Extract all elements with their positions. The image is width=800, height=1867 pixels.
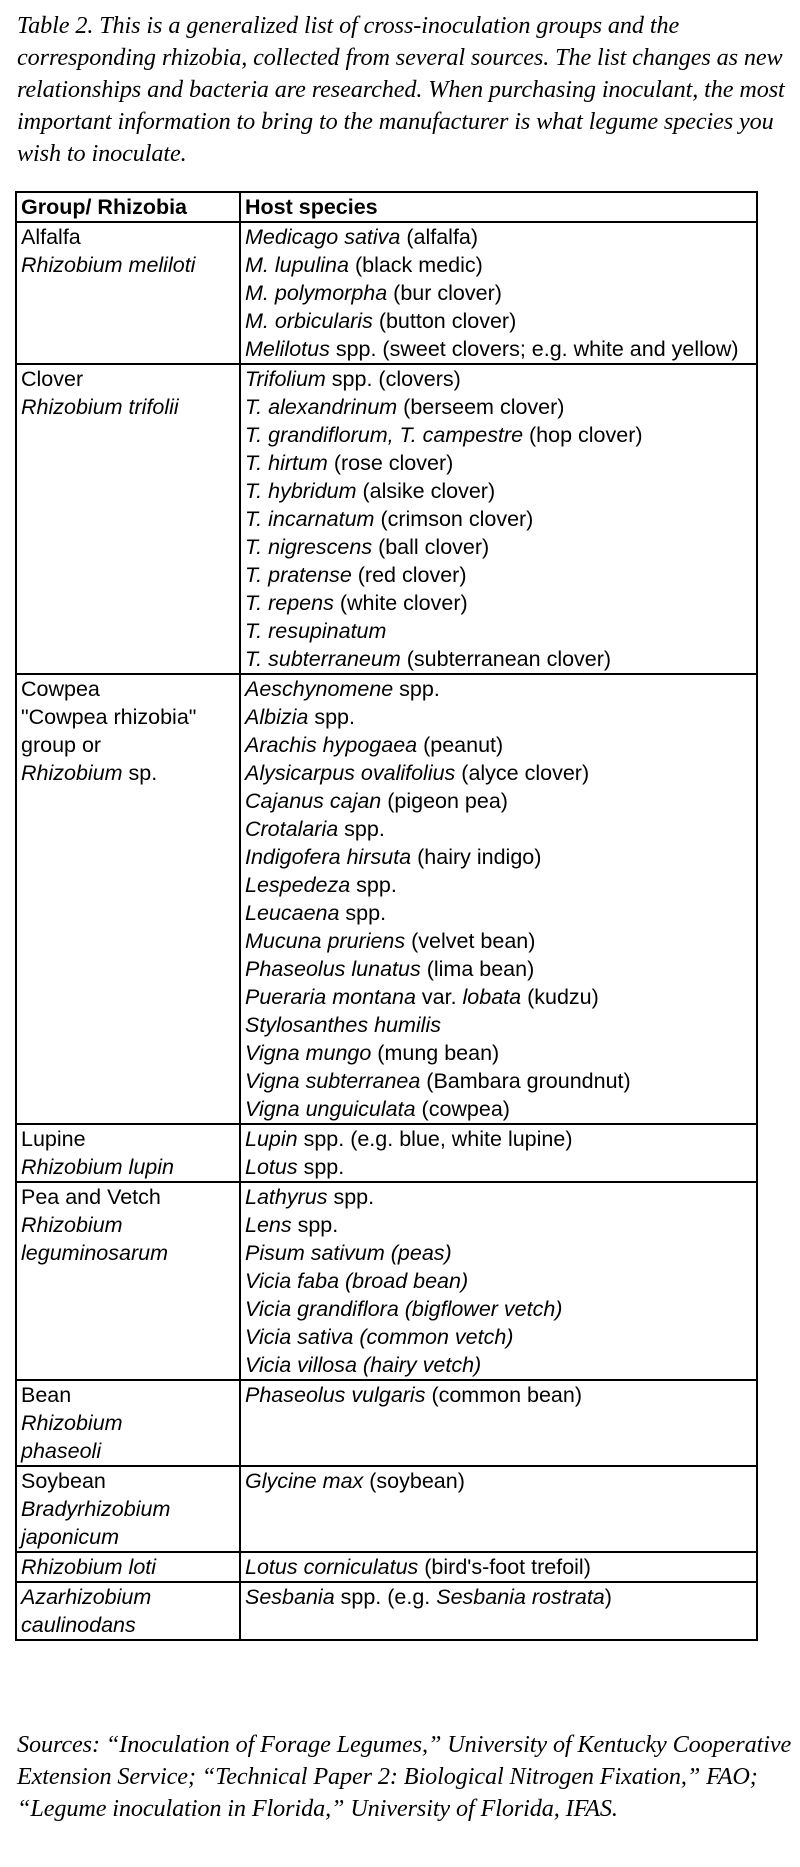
species-note: var.	[415, 985, 463, 1009]
table-header-row	[16, 192, 757, 222]
species-note: (rose clover)	[327, 451, 454, 475]
host-species-entry	[245, 365, 752, 393]
group-line	[21, 1211, 235, 1239]
group-line	[21, 1495, 235, 1523]
species-note: (common bean)	[425, 1383, 583, 1407]
group-rhizobia-cell	[16, 1182, 240, 1380]
host-species-entry	[245, 449, 752, 477]
species-name: Lupin	[245, 1127, 298, 1151]
species-name: Albizia	[245, 705, 309, 729]
species-note: (berseem clover)	[397, 395, 565, 419]
species-note: spp.	[291, 1213, 339, 1237]
group-text: Rhizobium	[21, 1213, 123, 1237]
species-name: Lens	[245, 1213, 292, 1237]
species-name: Vigna unguiculata	[245, 1097, 416, 1121]
species-name: Leucaena	[245, 901, 340, 925]
species-name: Arachis hypogaea	[245, 733, 418, 757]
species-name: T. hirtum	[245, 451, 328, 475]
host-species-entry	[245, 1183, 752, 1211]
species-name: Sesbania	[245, 1585, 335, 1609]
species-note: spp. (e.g. blue, white lupine)	[297, 1127, 573, 1151]
host-species-entry	[245, 1323, 752, 1351]
host-species-entry	[245, 843, 752, 871]
host-species-cell	[240, 1182, 757, 1380]
group-rhizobia-cell	[16, 1380, 240, 1466]
host-species-entry	[245, 421, 752, 449]
species-note: (mung bean)	[371, 1041, 500, 1065]
species-name: Aeschynomene	[245, 677, 394, 701]
host-species-entry	[245, 223, 752, 251]
group-line	[21, 675, 235, 703]
species-note: spp.	[393, 677, 440, 701]
species-note: )	[604, 1585, 612, 1609]
species-name: Vicia sativa (common vetch)	[245, 1325, 514, 1349]
host-species-entry	[245, 1553, 752, 1581]
group-text: Rhizobium lupin	[21, 1155, 174, 1179]
species-name: T. repens	[245, 591, 334, 615]
group-text: caulinodans	[21, 1613, 136, 1637]
species-note: (cowpea)	[415, 1097, 510, 1121]
host-species-entry	[245, 1011, 752, 1039]
species-note: (alfalfa)	[400, 225, 479, 249]
host-species-entry	[245, 927, 752, 955]
host-species-entry	[245, 335, 752, 363]
species-name: Stylosanthes humilis	[245, 1013, 441, 1037]
host-species-cell	[240, 674, 757, 1124]
species-note: spp. (sweet clovers; e.g. white and yellow)	[329, 337, 739, 361]
host-species-entry	[245, 983, 752, 1011]
group-rhizobia-cell	[16, 1466, 240, 1552]
group-text: sp.	[122, 761, 158, 785]
group-rhizobia-cell	[16, 1552, 240, 1582]
species-name: Alysicarpus ovalifolius	[245, 761, 456, 785]
species-name: Pisum sativum (peas)	[245, 1241, 452, 1265]
species-name: Vicia grandiflora (bigflower vetch)	[245, 1297, 563, 1321]
species-note: (ball clover)	[372, 535, 490, 559]
species-note: (subterranean clover)	[400, 647, 612, 671]
group-text: Rhizobium	[21, 1411, 123, 1435]
host-species-entry	[245, 1095, 752, 1123]
host-species-entry	[245, 645, 752, 673]
species-note: spp. (e.g.	[334, 1585, 437, 1609]
host-species-entry	[245, 1211, 752, 1239]
group-text: Rhizobium	[21, 761, 123, 785]
group-line	[21, 731, 235, 759]
species-name: Melilotus	[245, 337, 330, 361]
group-line	[21, 393, 235, 421]
header-group-rhizobia: Group/ Rhizobia	[16, 192, 240, 222]
header-host-species: Host species	[240, 192, 757, 222]
group-rhizobia-cell	[16, 364, 240, 674]
species-note: (lima bean)	[420, 957, 535, 981]
host-species-entry	[245, 617, 752, 645]
group-text: Clover	[21, 367, 84, 391]
species-note: spp.	[338, 817, 385, 841]
species-name: Indigofera hirsuta	[245, 845, 412, 869]
species-note: (bird's-foot trefoil)	[418, 1555, 591, 1579]
table-row	[16, 222, 757, 364]
species-name: M. orbicularis	[245, 309, 373, 333]
species-name: Lotus corniculatus	[245, 1555, 419, 1579]
host-species-entry	[245, 871, 752, 899]
host-species-entry	[245, 589, 752, 617]
species-name: T. pratense	[245, 563, 352, 587]
species-note: spp.	[327, 1185, 375, 1209]
species-name: Mucuna pruriens	[245, 929, 406, 953]
species-note: (bur clover)	[387, 281, 502, 305]
sources-note: Sources: “Inoculation of Forage Legumes,” University of Kentucky Cooperative Extension Service; “Technical Paper 2: Biological Nitrogen Fixation,” FAO; “Legume inoculation in Florida,” University of Florida, IFAS.	[17, 1731, 792, 1822]
table-row	[16, 1466, 757, 1552]
group-text: "Cowpea rhizobia"	[21, 705, 197, 729]
species-note: (soybean)	[363, 1469, 465, 1493]
species-name: Cajanus cajan	[245, 789, 382, 813]
species-name: M. lupulina	[245, 253, 349, 277]
host-species-entry	[245, 307, 752, 335]
species-note: (hairy indigo)	[411, 845, 542, 869]
species-name: Lotus	[245, 1155, 298, 1179]
species-name: M. polymorpha	[245, 281, 388, 305]
group-text: Bean	[21, 1383, 72, 1407]
table-row	[16, 1380, 757, 1466]
host-species-entry	[245, 533, 752, 561]
host-species-entry	[245, 393, 752, 421]
group-text: group or	[21, 733, 102, 757]
host-species-cell	[240, 364, 757, 674]
group-line	[21, 1125, 235, 1153]
species-note: (pigeon pea)	[381, 789, 508, 813]
table-row	[16, 1582, 757, 1640]
group-text: Rhizobium meliloti	[21, 253, 196, 277]
species-note: spp.	[339, 901, 387, 925]
cross-inoculation-table	[15, 191, 758, 1641]
species-note: (alsike clover)	[356, 479, 496, 503]
table-row	[16, 1552, 757, 1582]
host-species-entry	[245, 279, 752, 307]
species-name: Lathyrus	[245, 1185, 328, 1209]
host-species-entry	[245, 251, 752, 279]
host-species-entry	[245, 1153, 752, 1181]
host-species-entry	[245, 505, 752, 533]
host-species-cell	[240, 1380, 757, 1466]
species-name: lobata	[462, 985, 522, 1009]
group-text: Alfalfa	[21, 225, 81, 249]
species-name: T. grandiflorum, T. campestre	[245, 423, 524, 447]
group-rhizobia-cell	[16, 1124, 240, 1182]
species-name: Vicia villosa (hairy vetch)	[245, 1353, 482, 1377]
species-name: Crotalaria	[245, 817, 339, 841]
species-name: T. resupinatum	[245, 619, 387, 643]
host-species-entry	[245, 955, 752, 983]
species-note: spp. (clovers)	[325, 367, 461, 391]
group-line	[21, 1153, 235, 1181]
group-line	[21, 1239, 235, 1267]
species-name: T. subterraneum	[245, 647, 401, 671]
species-note: (hop clover)	[523, 423, 643, 447]
species-name: T. alexandrinum	[245, 395, 398, 419]
species-name: Phaseolus lunatus	[245, 957, 421, 981]
group-line	[21, 1553, 235, 1581]
species-note: spp.	[308, 705, 355, 729]
group-line	[21, 1467, 235, 1495]
species-note: spp.	[350, 873, 397, 897]
species-note: (velvet bean)	[405, 929, 536, 953]
group-text: phaseoli	[21, 1439, 102, 1463]
species-name: Vicia faba (broad bean)	[245, 1269, 469, 1293]
host-species-entry	[245, 477, 752, 505]
group-line	[21, 1611, 235, 1639]
group-text: Azarhizobium	[21, 1585, 152, 1609]
group-text: japonicum	[21, 1525, 119, 1549]
host-species-entry	[245, 703, 752, 731]
host-species-cell	[240, 1124, 757, 1182]
species-name: Medicago sativa	[245, 225, 401, 249]
group-line	[21, 759, 235, 787]
group-line	[21, 223, 235, 251]
species-note: (alyce clover)	[455, 761, 590, 785]
species-note: (button clover)	[372, 309, 517, 333]
host-species-entry	[245, 561, 752, 589]
host-species-entry	[245, 1295, 752, 1323]
species-name: Pueraria montana	[245, 985, 416, 1009]
species-note: (crimson clover)	[374, 507, 534, 531]
species-note: (kudzu)	[521, 985, 599, 1009]
group-text: Soybean	[21, 1469, 106, 1493]
group-rhizobia-cell	[16, 222, 240, 364]
host-species-entry	[245, 1467, 752, 1495]
host-species-cell	[240, 1552, 757, 1582]
host-species-cell	[240, 1582, 757, 1640]
species-name: T. incarnatum	[245, 507, 375, 531]
species-note: (Bambara groundnut)	[420, 1069, 631, 1093]
host-species-cell	[240, 222, 757, 364]
host-species-entry	[245, 787, 752, 815]
group-text: Rhizobium loti	[21, 1555, 157, 1579]
species-name: Glycine max	[245, 1469, 364, 1493]
table-caption: Table 2. This is a generalized list of cross-inoculation groups and the corresponding rhizobia, collected from several sources. The list changes as new relationships and bacteria are researched. When purchasing inoculant, the most important information to bring to the manufacturer is what legume species you wish to inoculate.	[17, 12, 785, 167]
host-species-entry	[245, 1125, 752, 1153]
group-text: leguminosarum	[21, 1241, 168, 1265]
species-name: Phaseolus vulgaris	[245, 1383, 426, 1407]
host-species-entry	[245, 1239, 752, 1267]
species-name: Sesbania rostrata	[436, 1585, 605, 1609]
species-name: Lespedeza	[245, 873, 351, 897]
species-note: spp.	[297, 1155, 345, 1179]
host-species-entry	[245, 1267, 752, 1295]
host-species-entry	[245, 899, 752, 927]
species-note: (black medic)	[348, 253, 483, 277]
host-species-entry	[245, 731, 752, 759]
host-species-entry	[245, 1039, 752, 1067]
table-row	[16, 364, 757, 674]
species-name: Vigna subterranea	[245, 1069, 421, 1093]
group-line	[21, 365, 235, 393]
group-text: Rhizobium trifolii	[21, 395, 179, 419]
group-line	[21, 1583, 235, 1611]
table-body	[16, 222, 757, 1640]
host-species-entry	[245, 1381, 752, 1409]
group-text: Cowpea	[21, 677, 100, 701]
host-species-entry	[245, 675, 752, 703]
group-text: Bradyrhizobium	[21, 1497, 171, 1521]
species-name: T. nigrescens	[245, 535, 373, 559]
table-row	[16, 1124, 757, 1182]
host-species-entry	[245, 815, 752, 843]
group-line	[21, 1183, 235, 1211]
host-species-entry	[245, 759, 752, 787]
group-rhizobia-cell	[16, 1582, 240, 1640]
species-name: T. hybridum	[245, 479, 357, 503]
host-species-cell	[240, 1466, 757, 1552]
species-note: (peanut)	[417, 733, 504, 757]
group-rhizobia-cell	[16, 674, 240, 1124]
group-text: Lupine	[21, 1127, 86, 1151]
table-row	[16, 1182, 757, 1380]
species-name: Vigna mungo	[245, 1041, 372, 1065]
host-species-entry	[245, 1067, 752, 1095]
species-note: (white clover)	[333, 591, 468, 615]
species-note: (red clover)	[351, 563, 467, 587]
group-line	[21, 251, 235, 279]
table-row	[16, 674, 757, 1124]
species-name: Trifolium	[245, 367, 326, 391]
group-line	[21, 1523, 235, 1551]
host-species-entry	[245, 1351, 752, 1379]
group-line	[21, 1381, 235, 1409]
group-line	[21, 703, 235, 731]
group-line	[21, 1437, 235, 1465]
group-line	[21, 1409, 235, 1437]
group-text: Pea and Vetch	[21, 1185, 161, 1209]
host-species-entry	[245, 1583, 752, 1611]
